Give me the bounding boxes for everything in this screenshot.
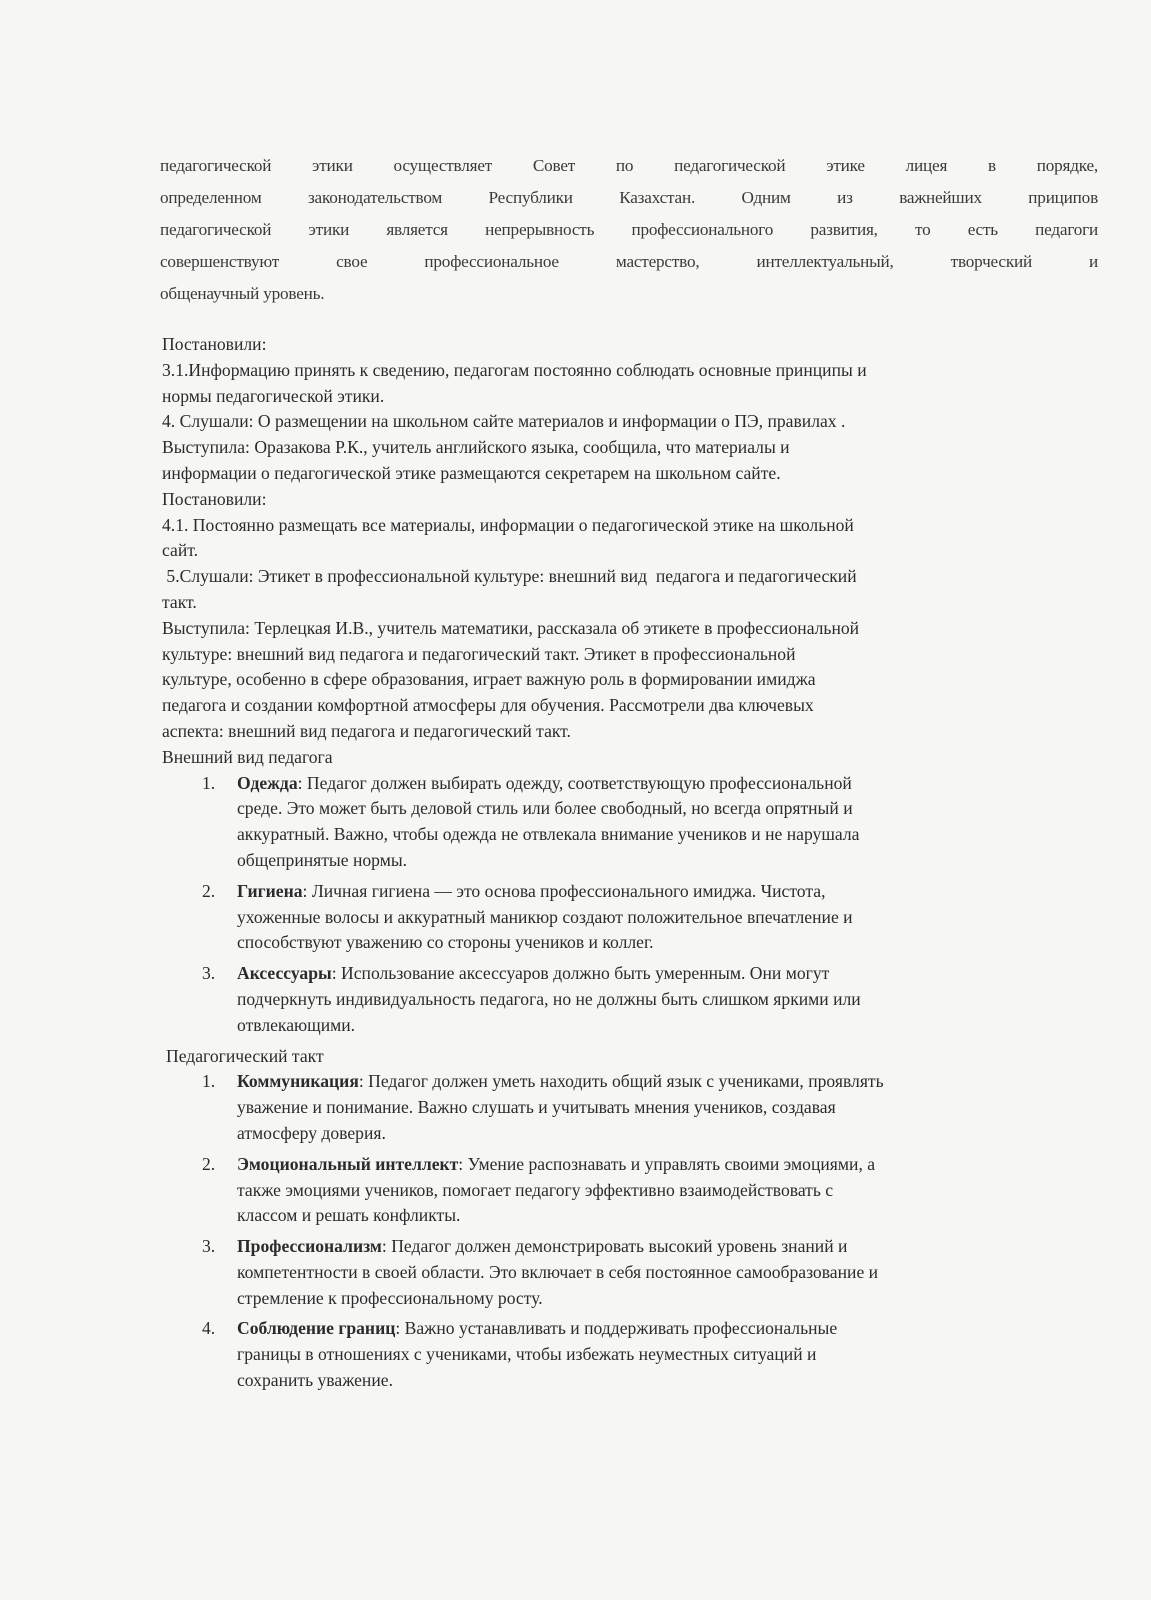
section4-decision-line: сайт. bbox=[162, 540, 199, 561]
list-number: 2. bbox=[202, 880, 216, 901]
section5-speaker-line: культуре: внешний вид педагога и педагогический такт. Этикет в профессиональной bbox=[162, 643, 796, 664]
item-text: : Использование аксессуаров должно быть умеренным. Они могут bbox=[331, 963, 830, 984]
item-text: также эмоциями учеников, помогает педагогу эффективно взаимодействовать с bbox=[237, 1179, 834, 1200]
item-text: : Умение распознавать и управлять своими эмоциями, а bbox=[458, 1153, 876, 1174]
section4-speaker-line: Выступила: Оразакова Р.К., учитель английского языка, сообщила, что материалы и bbox=[162, 437, 790, 458]
list-number: 2. bbox=[202, 1153, 216, 1174]
item-text: отвлекающими. bbox=[237, 1014, 356, 1035]
section4-heard-line: 4. Слушали: О размещении на школьном сайте материалов и информации о ПЭ, правилах . bbox=[162, 411, 846, 432]
section4-speaker-line: информации о педагогической этике размещаются секретарем на школьном сайте. bbox=[162, 462, 781, 483]
item-text: уважение и понимание. Важно слушать и учитывать мнения учеников, создавая bbox=[237, 1097, 836, 1118]
item-term: Профессионализм bbox=[237, 1236, 382, 1257]
item-text: : Педагог должен уметь находить общий язык с учениками, проявлять bbox=[358, 1071, 884, 1092]
tact-list bbox=[162, 1069, 1092, 1394]
item-text: среде. Это может быть деловой стиль или более свободный, но всегда опрятный и bbox=[237, 798, 853, 819]
appearance-list bbox=[162, 771, 1092, 1039]
section4-decided-label: Постановили: bbox=[162, 488, 267, 509]
item-term: Коммуникация bbox=[237, 1071, 359, 1092]
item-text: : Педагог должен демонстрировать высокий уровень знаний и bbox=[381, 1236, 848, 1257]
tact-item bbox=[162, 1316, 1092, 1393]
item-text: границы в отношениях с учениками, чтобы избежать неуместных ситуаций и bbox=[237, 1344, 817, 1365]
item-text: классом и решать конфликты. bbox=[237, 1205, 461, 1226]
list-number: 3. bbox=[202, 963, 216, 984]
appearance-item bbox=[162, 879, 1092, 956]
tact-item bbox=[162, 1069, 1092, 1146]
tact-title: Педагогический такт bbox=[166, 1045, 324, 1066]
list-number: 3. bbox=[202, 1236, 216, 1257]
item-text: аккуратный. Важно, чтобы одежда не отвлекала внимание учеников и не нарушала bbox=[237, 824, 860, 845]
item-text: : Личная гигиена — это основа профессионального имиджа. Чистота, bbox=[302, 880, 826, 901]
appearance-item bbox=[162, 771, 1092, 874]
item-text: подчеркнуть индивидуальность педагога, но не должны быть слишком яркими или bbox=[237, 988, 861, 1009]
list-number: 1. bbox=[202, 1071, 216, 1092]
intro-line: педагогической этики является непрерывность профессионального развития, то есть педагоги bbox=[160, 220, 1098, 239]
section3-decided-label: Постановили: bbox=[162, 334, 267, 354]
item-term: Аксессуары bbox=[237, 963, 332, 984]
intro-line: совершенствуют свое профессиональное мастерство, интеллектуальный, творческий и bbox=[160, 252, 1098, 271]
section3-decision-line: 3.1.Информацию принять к сведению, педагогам постоянно соблюдать основные принципы и bbox=[162, 359, 867, 380]
item-text: : Важно устанавливать и поддерживать профессиональные bbox=[395, 1318, 838, 1339]
appearance-item bbox=[162, 961, 1092, 1038]
list-number: 4. bbox=[202, 1318, 216, 1339]
section5-heard-line: 5.Слушали: Этикет в профессиональной культуре: внешний вид педагога и педагогический bbox=[162, 566, 857, 587]
item-text: ухоженные волосы и аккуратный маникюр создают положительное впечатление и bbox=[237, 906, 853, 927]
section5-speaker-line: Выступила: Терлецкая И.В., учитель математики, рассказала об этикете в профессиональной bbox=[162, 617, 860, 638]
section3-decision-line: нормы педагогической этики. bbox=[162, 385, 385, 406]
item-term: Эмоциональный интеллект bbox=[237, 1153, 459, 1174]
list-number: 1. bbox=[202, 772, 216, 793]
tact-item bbox=[162, 1234, 1092, 1311]
item-text: атмосферу доверия. bbox=[237, 1122, 386, 1143]
item-term: Одежда bbox=[237, 772, 298, 793]
tact-item bbox=[162, 1152, 1092, 1229]
item-term: Гигиена bbox=[237, 880, 303, 901]
item-text: : Педагог должен выбирать одежду, соответствующую профессиональной bbox=[297, 772, 852, 793]
intro-line: определенном законодательством Республики Казахстан. Одним из важнейших приципов bbox=[160, 188, 1098, 207]
item-text: сохранить уважение. bbox=[237, 1370, 393, 1391]
item-text: компетентности в своей области. Это включает в себя постоянное самообразование и bbox=[237, 1261, 879, 1282]
section5-speaker-line: культуре, особенно в сфере образования, играет важную роль в формировании имиджа bbox=[162, 669, 816, 690]
intro-line: общенаучный уровень. bbox=[160, 284, 325, 303]
section4-decision-line: 4.1. Постоянно размещать все материалы, информации о педагогической этике на школьной bbox=[162, 514, 854, 535]
section5-speaker-line: педагога и создании комфортной атмосферы для обучения. Рассмотрели два ключевых bbox=[162, 695, 814, 716]
item-text: общепринятые нормы. bbox=[237, 849, 408, 870]
item-text: способствуют уважению со стороны учеников и коллег. bbox=[237, 932, 654, 953]
item-text: стремление к профессиональному росту. bbox=[237, 1287, 543, 1308]
minutes-body bbox=[162, 332, 1092, 1399]
section5-speaker-line: аспекта: внешний вид педагога и педагогический такт. bbox=[162, 720, 571, 741]
intro-paragraph bbox=[160, 150, 1098, 310]
item-term: Соблюдение границ bbox=[237, 1318, 396, 1339]
appearance-title: Внешний вид педагога bbox=[162, 746, 333, 767]
section5-heard-line: такт. bbox=[162, 591, 197, 612]
intro-line: педагогической этики осуществляет Совет по педагогической этике лицея в порядке, bbox=[160, 156, 1098, 175]
